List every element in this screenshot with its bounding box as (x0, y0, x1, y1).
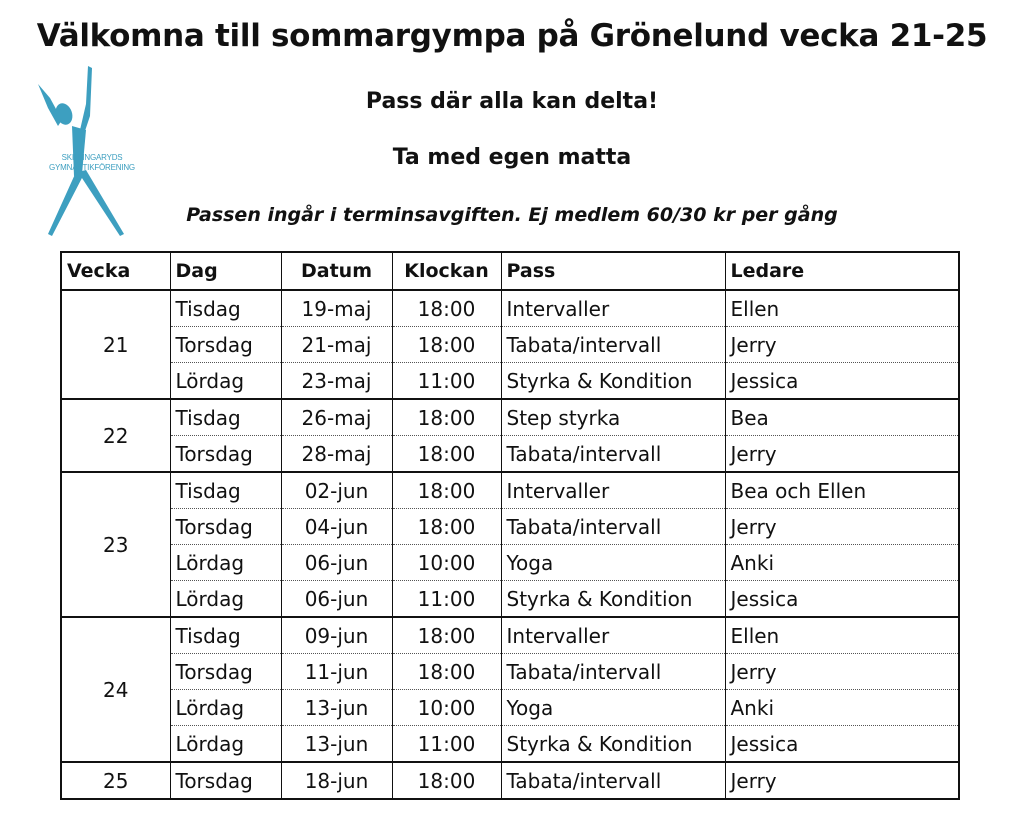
cell-pass: Yoga (501, 690, 725, 726)
cell-pass: Styrka & Kondition (501, 363, 725, 400)
cell-dag: Torsdag (170, 436, 281, 473)
cell-pass: Tabata/intervall (501, 654, 725, 690)
table-row (61, 726, 959, 763)
cell-dag: Tisdag (170, 290, 281, 327)
cell-dag: Lördag (170, 726, 281, 763)
cell-pass: Intervaller (501, 290, 725, 327)
header-ledare: Ledare (725, 252, 959, 290)
subtitle-bring-mat: Ta med egen matta (392, 145, 632, 170)
cell-dag: Torsdag (170, 654, 281, 690)
cell-klockan: 10:00 (392, 690, 501, 726)
cell-pass: Styrka & Kondition (501, 581, 725, 618)
table-row (61, 472, 959, 509)
cell-pass: Yoga (501, 545, 725, 581)
cell-dag: Lördag (170, 363, 281, 400)
cell-pass: Tabata/intervall (501, 509, 725, 545)
table-row (61, 363, 959, 400)
cell-ledare: Bea och Ellen (725, 472, 959, 509)
header-datum: Datum (281, 252, 392, 290)
cell-datum: 21-maj (281, 327, 392, 363)
cell-datum: 09-jun (281, 617, 392, 654)
cell-datum: 18-jun (281, 762, 392, 799)
cell-klockan: 11:00 (392, 363, 501, 400)
schedule-body (61, 290, 959, 799)
cell-dag: Torsdag (170, 509, 281, 545)
table-row (61, 327, 959, 363)
cell-klockan: 18:00 (392, 327, 501, 363)
cell-klockan: 18:00 (392, 762, 501, 799)
table-row (61, 290, 959, 327)
cell-klockan: 18:00 (392, 399, 501, 436)
header-klockan: Klockan (392, 252, 501, 290)
table-row (61, 509, 959, 545)
logo-text-line1: SKILLINGARYDS (61, 153, 123, 162)
cell-pass: Intervaller (501, 472, 725, 509)
cell-datum: 04-jun (281, 509, 392, 545)
cell-dag: Torsdag (170, 762, 281, 799)
table-row (61, 617, 959, 654)
table-row (61, 581, 959, 618)
cell-pass: Tabata/intervall (501, 327, 725, 363)
cell-datum: 11-jun (281, 654, 392, 690)
gymnast-figure-logo (28, 64, 138, 240)
table-header-row (61, 252, 959, 290)
table-row (61, 436, 959, 473)
cell-ledare: Bea (725, 399, 959, 436)
cell-klockan: 18:00 (392, 617, 501, 654)
cell-pass: Intervaller (501, 617, 725, 654)
cell-klockan: 18:00 (392, 290, 501, 327)
cell-ledare: Ellen (725, 617, 959, 654)
cell-datum: 06-jun (281, 581, 392, 618)
cell-klockan: 18:00 (392, 654, 501, 690)
cell-dag: Torsdag (170, 327, 281, 363)
cell-datum: 26-maj (281, 399, 392, 436)
cell-klockan: 10:00 (392, 545, 501, 581)
table-row (61, 654, 959, 690)
cell-ledare: Jerry (725, 436, 959, 473)
cell-dag: Tisdag (170, 472, 281, 509)
schedule-table (60, 251, 960, 800)
cell-pass: Step styrka (501, 399, 725, 436)
cell-dag: Lördag (170, 545, 281, 581)
cell-vecka: 22 (61, 399, 170, 472)
cell-vecka: 24 (61, 617, 170, 762)
cell-vecka: 21 (61, 290, 170, 399)
cell-datum: 23-maj (281, 363, 392, 400)
cell-ledare: Jerry (725, 654, 959, 690)
table-row (61, 690, 959, 726)
cell-datum: 13-jun (281, 726, 392, 763)
subtitle-all-can-join: Pass där alla kan delta! (365, 89, 659, 114)
cell-ledare: Ellen (725, 290, 959, 327)
cell-klockan: 18:00 (392, 472, 501, 509)
header-vecka: Vecka (61, 252, 170, 290)
cell-datum: 06-jun (281, 545, 392, 581)
cell-klockan: 11:00 (392, 726, 501, 763)
cell-ledare: Jessica (725, 726, 959, 763)
table-row (61, 545, 959, 581)
cell-dag: Lördag (170, 581, 281, 618)
cell-ledare: Anki (725, 545, 959, 581)
table-row (61, 762, 959, 799)
cell-datum: 28-maj (281, 436, 392, 473)
cell-datum: 19-maj (281, 290, 392, 327)
cell-pass: Tabata/intervall (501, 762, 725, 799)
header-dag: Dag (170, 252, 281, 290)
cell-ledare: Jessica (725, 581, 959, 618)
page-title: Välkomna till sommargympa på Grönelund vecka 21-25 (36, 18, 988, 54)
cell-ledare: Jerry (725, 509, 959, 545)
cell-ledare: Anki (725, 690, 959, 726)
cell-ledare: Jerry (725, 762, 959, 799)
cell-vecka: 23 (61, 472, 170, 617)
cell-dag: Lördag (170, 690, 281, 726)
cell-ledare: Jerry (725, 327, 959, 363)
cell-dag: Tisdag (170, 399, 281, 436)
cell-dag: Tisdag (170, 617, 281, 654)
fee-note: Passen ingår i terminsavgiften. Ej medlem 60/30 kr per gång (186, 204, 838, 226)
cell-vecka: 25 (61, 762, 170, 799)
cell-datum: 02-jun (281, 472, 392, 509)
cell-pass: Tabata/intervall (501, 436, 725, 473)
table-row (61, 399, 959, 436)
header-pass: Pass (501, 252, 725, 290)
cell-klockan: 11:00 (392, 581, 501, 618)
cell-ledare: Jessica (725, 363, 959, 400)
cell-klockan: 18:00 (392, 509, 501, 545)
cell-pass: Styrka & Kondition (501, 726, 725, 763)
cell-klockan: 18:00 (392, 436, 501, 473)
logo-text-line2: GYMNASTIKFÖRENING (49, 163, 135, 172)
cell-datum: 13-jun (281, 690, 392, 726)
